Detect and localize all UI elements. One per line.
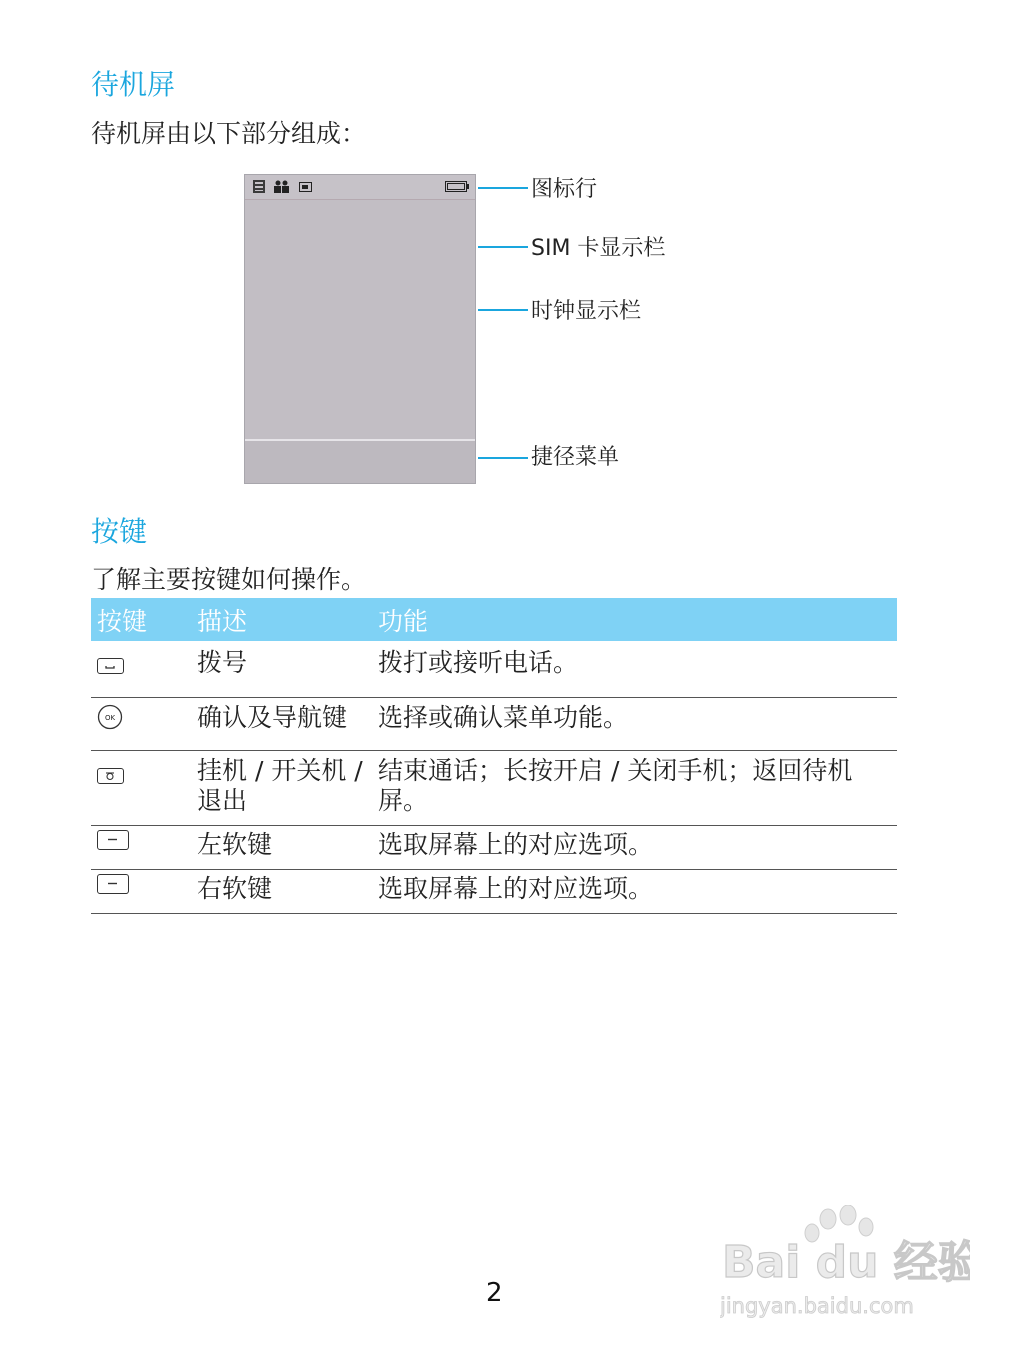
table-row [91, 870, 897, 914]
key-function: 结束通话；长按开启 / 关闭手机；返回待机屏。 [378, 756, 853, 815]
table-row [91, 826, 897, 870]
left-softkey-icon [97, 830, 129, 850]
baidu-jingyan-watermark [720, 1205, 970, 1325]
label-icon-row: 图标行 [531, 177, 598, 202]
standby-screen-diagram [244, 174, 476, 484]
keys-table [91, 598, 897, 914]
callout-line-clock-bar [478, 309, 528, 311]
callout-line-sim-bar [478, 246, 528, 248]
shortcut-menu-bar [245, 439, 475, 483]
header-description: 描述 [197, 606, 248, 636]
key-name: 拨号 [197, 648, 248, 677]
table-row [91, 698, 897, 751]
table-header [91, 598, 897, 641]
section-title-standby: 待机屏 [91, 68, 176, 101]
label-shortcut-menu: 捷径菜单 [531, 445, 620, 470]
key-function: 选取屏幕上的对应选项。 [378, 874, 654, 903]
status-icon-row [245, 175, 475, 200]
svg-text:OK: OK [104, 714, 116, 722]
end-key-icon [97, 768, 124, 784]
section-intro-keys: 了解主要按键如何操作。 [91, 565, 367, 594]
sim-card-icon [299, 180, 313, 193]
page-number: 2 [486, 1278, 503, 1308]
key-name: 确认及导航键 [197, 703, 348, 732]
key-name: 挂机 / 开关机 / 退出 [197, 756, 363, 815]
key-function: 选取屏幕上的对应选项。 [378, 830, 654, 859]
key-name: 右软键 [197, 874, 273, 903]
section-title-keys: 按键 [91, 515, 148, 548]
section-intro-standby: 待机屏由以下部分组成： [91, 119, 367, 148]
label-sim-bar: SIM 卡显示栏 [531, 236, 666, 261]
ok-key-icon [97, 704, 123, 730]
callout-line-icon-row [478, 187, 528, 189]
signal-icon [253, 180, 265, 193]
key-name: 左软键 [197, 830, 273, 859]
key-function: 选择或确认菜单功能。 [378, 703, 629, 732]
header-key: 按键 [97, 606, 148, 636]
callout-line-shortcut-menu [478, 457, 528, 459]
call-key-icon [97, 658, 124, 674]
label-clock-bar: 时钟显示栏 [531, 299, 642, 324]
table-row [91, 751, 897, 826]
battery-icon [445, 180, 469, 193]
header-function: 功能 [378, 606, 429, 636]
key-function: 拨打或接听电话。 [378, 648, 579, 677]
contacts-icon [274, 180, 290, 193]
watermark-line1: Bai du 经验 [722, 1237, 970, 1288]
watermark-line2: jingyan.baidu.com [720, 1294, 914, 1318]
right-softkey-icon [97, 874, 129, 894]
table-row [91, 641, 897, 698]
